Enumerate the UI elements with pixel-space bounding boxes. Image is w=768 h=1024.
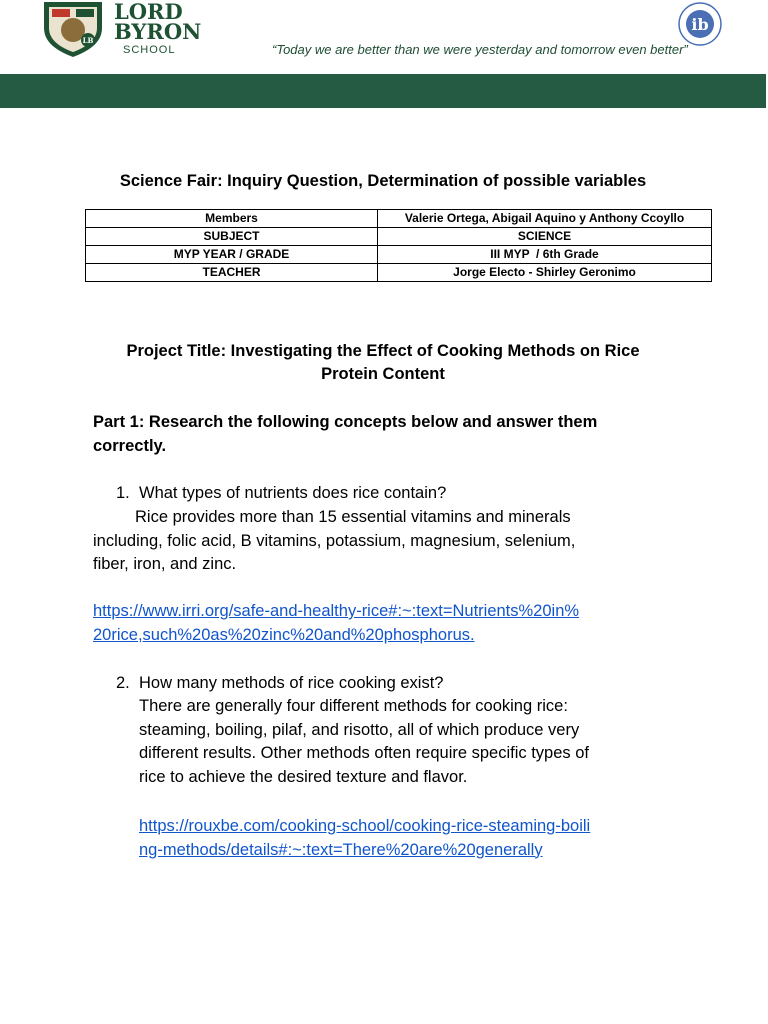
- question-text: What types of nutrients does rice contain?: [139, 484, 447, 502]
- school-name-line3: SCHOOL: [123, 44, 176, 56]
- project-title-line: Protein Content: [321, 365, 445, 383]
- page-header: [0, 0, 768, 74]
- project-title: [95, 340, 671, 386]
- answer-line: including, folic acid, B vitamins, potassium, magnesium, selenium,: [93, 531, 576, 550]
- table-label-cell: TEACHER: [86, 264, 378, 282]
- link-line[interactable]: https://rouxbe.com/cooking-school/cooking-rice-steaming-boili: [139, 817, 591, 835]
- table-row: [86, 228, 712, 246]
- answer-line: different results. Other methods often require specific types of: [139, 744, 590, 762]
- table-row: [86, 246, 712, 264]
- school-name-line2: BYRON: [114, 19, 202, 44]
- answer-1: [93, 506, 575, 577]
- school-motto: “Today we are better than we were yesterday and tomorrow even better”: [272, 42, 688, 57]
- project-title-line: Project Title: Investigating the Effect of Cooking Methods on Rice: [126, 342, 640, 360]
- svg-text:LB: LB: [82, 36, 94, 45]
- table-label-cell: Members: [86, 210, 378, 228]
- school-crest-icon: [40, 0, 106, 58]
- link-line[interactable]: ng-methods/details#:~:text=There%20are%20generally: [139, 840, 543, 859]
- school-name: [114, 2, 201, 56]
- answer-line: There are generally four different methods for cooking rice:: [139, 697, 568, 715]
- answer-line: Rice provides more than 15 essential vitamins and minerals: [135, 508, 571, 526]
- ib-logo-icon: [670, 1, 730, 47]
- svg-text:ib: ib: [691, 15, 709, 34]
- answer-line: rice to achieve the desired texture and flavor.: [139, 767, 468, 786]
- table-row: [86, 264, 712, 282]
- question-2: [116, 672, 443, 696]
- table-value-cell: Valerie Ortega, Abigail Aquino y Anthony Ccoyllo: [378, 210, 712, 228]
- table-row: [86, 210, 712, 228]
- question-number: 1.: [116, 484, 130, 502]
- link-line[interactable]: 20rice,such%20as%20zinc%20and%20phosphorus.: [93, 625, 475, 644]
- answer-line: steaming, boiling, pilaf, and risotto, all of which produce very: [139, 720, 580, 739]
- table-label-cell: SUBJECT: [86, 228, 378, 246]
- source-link-2[interactable]: [139, 815, 590, 862]
- school-name-line1: LORD: [114, 0, 183, 24]
- answer-line: fiber, iron, and zinc.: [93, 555, 237, 573]
- info-table: [85, 209, 712, 282]
- link-line[interactable]: https://www.irri.org/safe-and-healthy-rice#:~:text=Nutrients%20in%: [93, 602, 580, 620]
- table-value-cell: III MYP / 6th Grade: [378, 246, 712, 264]
- header-green-band: [0, 74, 766, 108]
- table-value-cell: Jorge Electo - Shirley Geronimo: [378, 264, 712, 282]
- question-number: 2.: [116, 674, 130, 692]
- document-title: Science Fair: Inquiry Question, Determination of possible variables: [119, 172, 647, 190]
- part1-heading-line: Part 1: Research the following concepts below and answer them: [93, 413, 598, 431]
- question-text: How many methods of rice cooking exist?: [139, 674, 444, 692]
- part1-heading: [93, 410, 693, 458]
- source-link-1[interactable]: [93, 600, 579, 647]
- part1-heading-line: correctly.: [93, 437, 167, 455]
- table-label-cell: MYP YEAR / GRADE: [86, 246, 378, 264]
- answer-2: [139, 695, 589, 789]
- question-1: [116, 482, 446, 506]
- table-value-cell: SCIENCE: [378, 228, 712, 246]
